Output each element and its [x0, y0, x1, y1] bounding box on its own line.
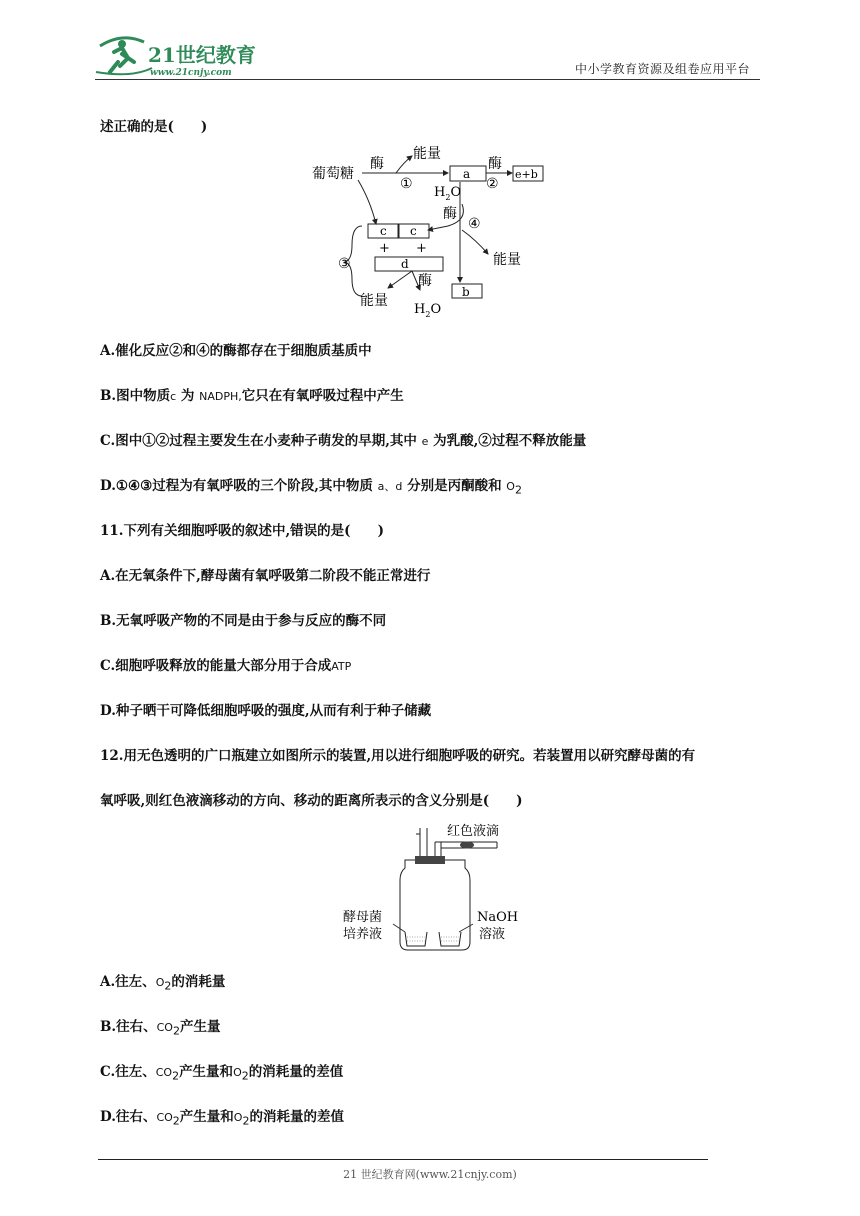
q10-stem-tail: 述正确的是( )	[100, 119, 208, 135]
red-drop-label: 红色液滴	[447, 824, 500, 839]
footer-divider	[98, 1159, 708, 1160]
q12-option-c: C.往左、$CO_2$产生量和$O_2$的消耗量的差值	[100, 1064, 344, 1083]
plus-label-1: +	[379, 241, 390, 256]
footer-text: 21 世纪教育网(www.21cnjy.com)	[343, 1168, 517, 1181]
node-a-label: a	[463, 167, 471, 181]
glucose-label: 葡萄糖	[312, 166, 354, 182]
q11-option-d: D.种子晒干可降低细胞呼吸的强度,从而有利于种子储藏	[100, 703, 432, 719]
header-divider	[95, 79, 760, 80]
energy-label-2: 能量	[493, 252, 521, 268]
node-c-label-1: c	[380, 224, 387, 238]
enzyme-label-2: 酶	[488, 156, 502, 172]
q12-option-a: A.往左、$O_2$的消耗量	[100, 974, 226, 993]
yeast-label-2: 培养液	[343, 927, 383, 942]
apparatus-diagram	[335, 820, 525, 955]
energy-label-3: 能量	[360, 293, 388, 309]
q10-option-c: C.图中①②过程主要发生在小麦种子萌发的早期,其中 e 为乳酸,②过程不释放能量	[100, 433, 587, 449]
step-1-label: ①	[400, 176, 413, 192]
q11-option-a: A.在无氧条件下,酵母菌有氧呼吸第二阶段不能正常进行	[100, 568, 431, 584]
energy-label-1: 能量	[413, 146, 441, 162]
q10-option-b: B.图中物质c 为 NADPH,它只在有氧呼吸过程中产生	[100, 388, 404, 404]
water-label-1: $H_2O$	[434, 185, 462, 202]
q10-option-a: A.催化反应②和④的酶都存在于细胞质基质中	[100, 343, 372, 359]
node-c-label-2: c	[410, 224, 417, 238]
logo-sub-text: www.21cnjy.com	[150, 68, 232, 78]
header-platform-text: 中小学教育资源及组卷应用平台	[575, 62, 751, 76]
water-label-2: $H_2O$	[414, 302, 442, 319]
enzyme-label-4: 酶	[418, 273, 432, 289]
q12-stem-line-1: 12.用无色透明的广口瓶建立如图所示的装置,用以进行细胞呼吸的研究。若装置用以研究酵母菌的有	[100, 748, 696, 764]
enzyme-label-3: 酶	[443, 206, 457, 222]
q12-option-d: D.往右、$CO_2$产生量和$O_2$的消耗量的差值	[100, 1109, 344, 1128]
yeast-label-1: 酵母菌	[343, 910, 383, 925]
q11-option-b: B.无氧呼吸产物的不同是由于参与反应的酶不同	[100, 613, 387, 629]
enzyme-label-1: 酶	[370, 156, 384, 172]
q11-stem: 11.下列有关细胞呼吸的叙述中,错误的是( )	[100, 523, 384, 539]
respiration-diagram	[300, 140, 560, 325]
step-2-label: ②	[486, 176, 499, 192]
q11-option-c: C.细胞呼吸释放的能量大部分用于合成ATP	[100, 658, 352, 674]
step-3-label: ③	[338, 256, 351, 272]
node-d-label: d	[401, 257, 409, 271]
step-4-label: ④	[468, 216, 481, 232]
q12-option-b: B.往右、$CO_2$产生量	[100, 1019, 221, 1038]
q12-stem-line-2: 氧呼吸,则红色液滴移动的方向、移动的距离所表示的含义分别是( )	[100, 793, 523, 809]
node-eb-label: e+b	[515, 168, 538, 181]
logo-main-text: 21世纪教育	[148, 43, 256, 67]
plus-label-2: +	[416, 241, 427, 256]
site-logo	[92, 32, 262, 82]
naoh-label-2: 溶液	[479, 927, 506, 942]
naoh-label-1: NaOH	[477, 910, 519, 925]
node-b-label: b	[462, 285, 470, 299]
q10-option-d: D.①④③过程为有氧呼吸的三个阶段,其中物质 a、d 分别是丙酮酸和 $O_2$	[100, 478, 522, 497]
